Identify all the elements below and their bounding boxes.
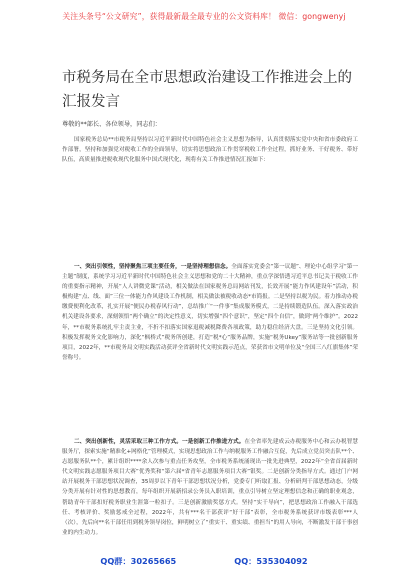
- banner-text: 关注头条号“公文研究”，获得最新最全最专业的公文资料库！ 微信：gongwenyj: [62, 11, 346, 21]
- paragraph-text: 国家税务总局**市税务局坚持以习近平新时代中国特色社会主义思想为指导，认真贯彻落实党中央和省市委政府工作部署，坚持和加强党对税收工作的全面领导，切实将思想政治工作贯穿税收工作全过程，抓好业务、干好税务、带好队伍，高质量推进税收现代化服务中国式现代化，现将有关工作推进情况汇报如下：: [62, 137, 358, 164]
- document-title: 市税务局在全市思想政治建设工作推进会上的汇报发言: [62, 70, 352, 110]
- qq-label: QQ：535304092: [234, 556, 308, 566]
- section-heading: 一、突出引领性，坚持聚焦三项主要任务，一是坚持理想信念。: [74, 264, 232, 270]
- greeting: 尊敬的**部长、各位领导，同志们：: [62, 121, 161, 128]
- paragraph-section-1: [62, 262, 358, 363]
- header-banner: [0, 0, 408, 32]
- section-heading: 二、突出创新性，灵活采取三种工作方式。一是创新工作推进方式。: [74, 439, 245, 445]
- qq-group-label: QQ群：30265665: [100, 556, 177, 566]
- paragraph-text: 在全省率先建成云办税服务中心和云办税智慧服务厅，探索实施“精准化+网格化”管理模式，实现思想政治工作与纳税服务工作融合互促，先后成立党员突击队**个、志愿服务队**个，累计组织****余人次参与重点任务攻坚，全市税务系统涌现出一批先进典型，2022年“全省首届新时代文明实践志愿服务项目大赛”优秀奖和“第六届*省青年志愿服务项目大赛”银奖。二是创新分类指导方式。通过门户网站开展税务干部思想状况调查，35周岁以下青年干部思想状况分析，党委专门听取汇报、分析研判干部思想动态，分级分类开展有针对性的思想教育，每年组织开展新招录公务员入职培训，重点引导树立坚定理想信念和正确的职业观念，帮助青年干部扣好税务职业生涯第一粒扣子。三是创新激励奖惩方式。坚持“实干导向”，把思想政治工作融入干部选任、考核评价、奖励惩戒全过程，2022年，共有***名干部获评“好干部”表彰，全市税务系统获评市级表彰***人（次），先后向**名干部任用到税务领导岗位，鲜明树立了“重实干、重实绩、重担当”的用人导向，不断激发干部干事创业的内生动力。: [62, 439, 358, 536]
- paragraph-text: 全面落实党委会“第一议题”、理论中心组学习“第一主题”制度，系统学习习近平新时代中国特色社会主义思想和党的二十大精神，重点学深悟透习近平总书记关于税收工作的重要指示精神，开展“人人讲微党课”活动，相关做法在国家税务总局网站刊发，长效开展“能力作风建设年”活动，积极构建“点、线、面”三位一体能力作风建设工作机制，相关做法被税收动态*市简报。二是坚持以税为民。着力推动办税缴费便利化改革，扎实开展“便民办税春风行动”，总结推广“一件事”集成服务模式，二是持续锻造队伍。深入落实政治机关建设各要求，深刻领悟“两个确立”的决定性意义，切实增强“四个意识”，坚定“四个自信”，做到“两个维护”。2022年，**市税务系统扎牢主责主业，不折不扣落实国家退税减税降费各项政策，助力稳住经济大盘。三是坚持文化引领。积极发挥税务文化影响力，深化“枫桥式”税务所创建，打造“税*心”服务品牌，实施“税务Ukey”服务站等一批创新服务项目，2022年，**市税务局文明实践活动获评全省新时代文明实践示范点，荣获省市文明单位及“全国三八红旗集体”荣誉称号。: [62, 264, 358, 361]
- contact-footer: [0, 556, 408, 572]
- paragraph-section-2: [62, 437, 358, 538]
- paragraph-intro: [62, 135, 358, 165]
